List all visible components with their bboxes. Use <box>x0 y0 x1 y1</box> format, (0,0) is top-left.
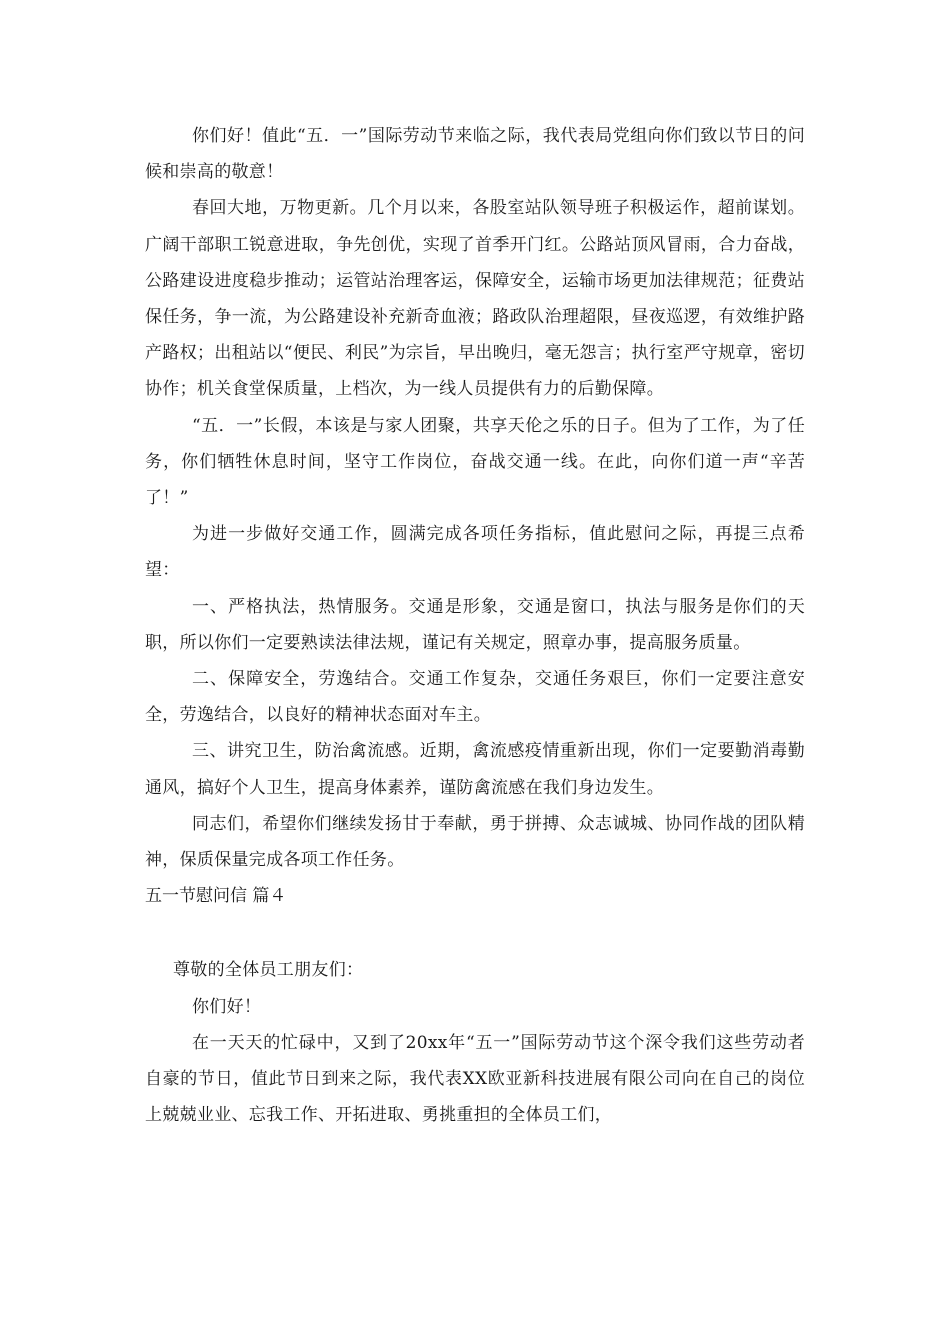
paragraph-hopes-intro: 为进一步做好交通工作，圆满完成各项任务指标，值此慰问之际，再提三点希望： <box>145 524 805 581</box>
document-page <box>145 118 805 1133</box>
section-title: 五一节慰问信 篇４ <box>145 886 287 907</box>
paragraph-hope-two: 二、保障安全，劳逸结合。交通工作复杂，交通任务艰巨，你们一定要注意安全，劳逸结合，以良好的精神状态面对车主。 <box>145 669 805 726</box>
letter-body: 在一天天的忙碌中，又到了20xx年“五一”国际劳动节这个深令我们这些劳动者自豪的节日，值此节日到来之际，我代表XX欧亚新科技进展有限公司向在自己的岗位上兢兢业业、忘我工作、开拓进取、勇挑重担的全体员工们， <box>145 1032 805 1126</box>
section-gap <box>145 914 805 952</box>
paragraph-achievements: 春回大地，万物更新。几个月以来，各股室站队领导班子积极运作，超前谋划。广阔干部职工锐意进取，争先创优，实现了首季开门红。公路站顶风冒雨，合力奋战，公路建设进度稳步推动；运管站治理客运，保障安全，运输市场更加法律规范；征费站保任务，争一流，为公路建设补充新奇血液；路政队治理超限，昼夜巡逻，有效维护路产路权；出租站以“便民、利民”为宗旨，早出晚归，毫无怨言；执行室严守规章，密切协作；机关食堂保质量，上档次，为一线人员提供有力的后勤保障。 <box>145 198 805 400</box>
paragraph-closing: 同志们，希望你们继续发扬甘于奉献，勇于拼搏、众志诚城、协同作战的团队精神，保质保量完成各项工作任务。 <box>145 813 805 871</box>
paragraph-greeting: 你们好！值此“五．一”国际劳动节来临之际，我代表局党组向你们致以节日的问候和崇高的敬意！ <box>145 126 805 183</box>
letter-salutation: 尊敬的全体员工朋友们： <box>173 960 364 981</box>
paragraph-hope-one: 一、严格执法，热情服务。交通是形象，交通是窗口，执法与服务是你们的天职，所以你们一定要熟读法律法规，谨记有关规定，照章办事，提高服务质量。 <box>145 596 805 653</box>
letter-greeting: 你们好！ <box>192 996 262 1017</box>
paragraph-holiday: “五．一”长假，本该是与家人团聚，共享天伦之乐的日子。但为了工作，为了任务，你们牺牲休息时间，坚守工作岗位，奋战交通一线。在此，向你们道一声“辛苦了！” <box>145 415 805 509</box>
paragraph-hope-three: 三、讲究卫生，防治禽流感。近期，禽流感疫情重新出现，你们一定要勤消毒勤通风，搞好个人卫生，提高身体素养，谨防禽流感在我们身边发生。 <box>145 741 805 798</box>
